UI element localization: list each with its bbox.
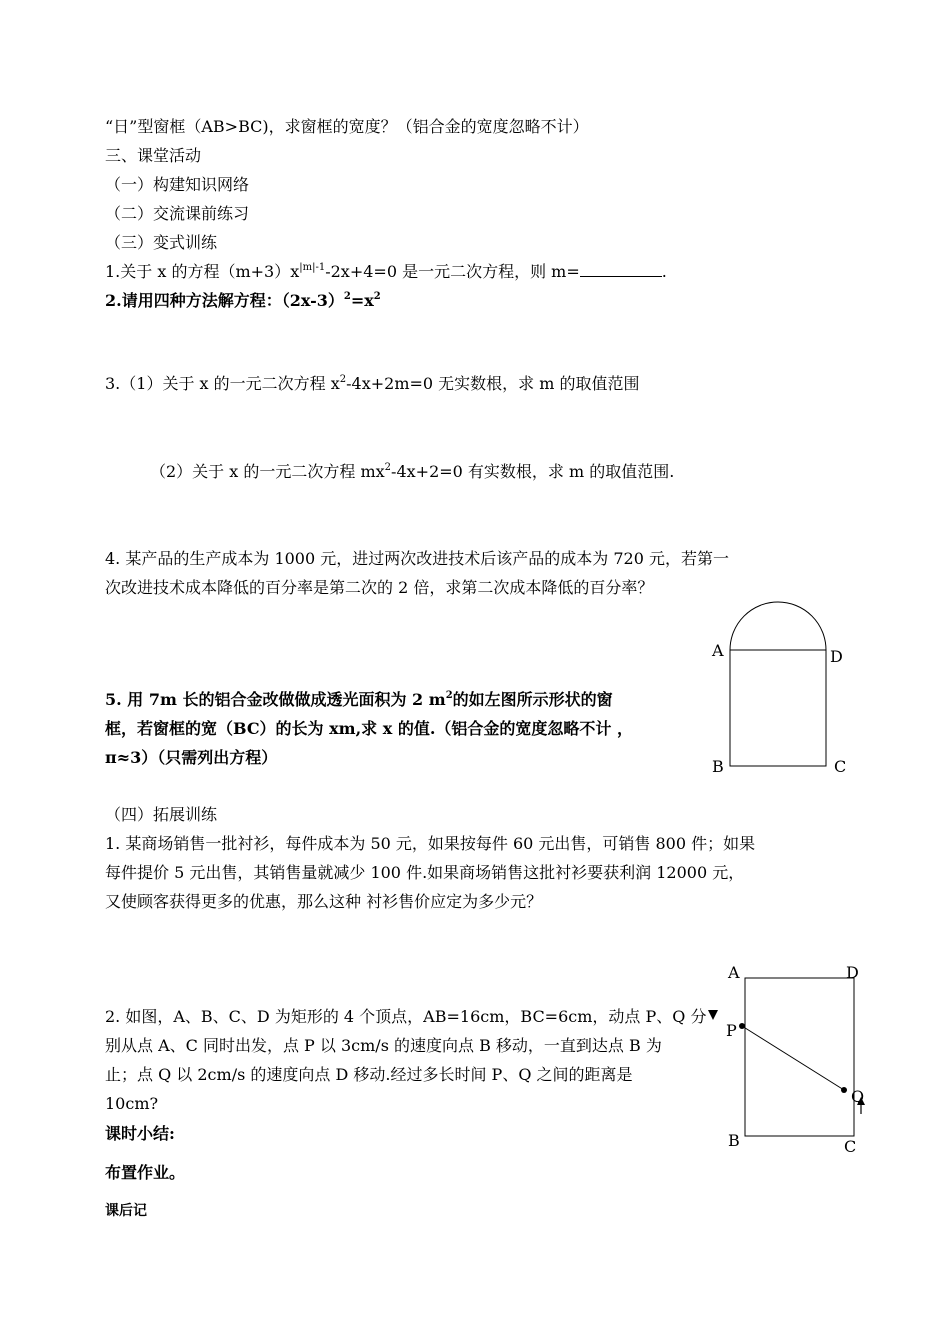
q1-answer-blank [580,262,662,277]
q1-exponent: |m|-1 [299,262,326,273]
subsection-4-heading: （四）拓展训练 [105,805,218,824]
q2-exponent-1: 2 [343,291,351,302]
arrow-down-icon [708,1010,718,1020]
question-1 [105,261,667,283]
section-3-heading: 三、课堂活动 [105,146,202,165]
q3a-exponent: 2 [339,374,347,385]
segment-pq [742,1026,844,1090]
question-2 [105,290,381,312]
label-c: C [834,757,847,776]
q2-exponent-2: 2 [373,291,381,302]
rectangle-points-figure [700,960,870,1160]
rectangle-abcd [745,978,854,1136]
question-3-part-1 [105,373,640,395]
q1-text-post: -2x+4=0 是一元二次方程，则 m= [325,262,580,281]
semicircle-top [730,602,826,650]
homework-heading: 布置作业。 [105,1163,186,1182]
q2-text-mid: =x [350,291,374,310]
question-4-line-2: 次改进技术成本降低的百分率是第二次的 2 倍，求第二次成本降低的百分率？ [105,578,654,597]
q3b-text-pre: （2）关于 x 的一元二次方程 mx [150,462,385,481]
q3a-text-pre: 3.（1）关于 x 的一元二次方程 x [105,374,340,393]
label-d: D [846,963,859,982]
extension-1-line-3: 又使顾客获得更多的优惠，那么这种 衬衫售价应定为多少元？ [105,892,543,911]
extension-2-line-4: 10cm? [105,1094,159,1113]
extension-2-line-2: 别从点 A、C 同时出发，点 P 以 3cm/s 的速度向点 B 移动，一直到达点 B 为 [105,1036,662,1055]
subsection-1-heading: （一）构建知识网络 [105,175,250,194]
lesson-summary-heading: 课时小结: [105,1124,175,1143]
q3a-text-post: -4x+2m=0 无实数根，求 m 的取值范围 [346,374,640,393]
rectangle-frame [730,650,826,766]
label-b: B [728,1131,740,1150]
label-a: A [712,641,724,660]
label-a: A [728,963,740,982]
window-frame-figure [700,592,860,782]
q1-text-end: . [661,262,667,281]
label-c: C [844,1137,857,1156]
extension-2-line-1: 2. 如图，A、B、C、D 为矩形的 4 个顶点，AB=16cm，BC=6cm，动点 P、Q 分 [105,1007,707,1026]
question-5-line-3: π≈3）（只需列出方程） [105,748,278,767]
label-p: P [726,1021,737,1040]
post-lesson-notes-heading: 课后记 [105,1203,147,1219]
extension-2-line-3: 止；点 Q 以 2cm/s 的速度向点 D 移动.经过多长时间 P、Q 之间的距离是 [105,1065,633,1084]
extension-1-line-2: 每件提价 5 元出售，其销售量就减少 100 件.如果商场销售这批衬衫要获利润 12000 元， [105,863,745,882]
intro-line: “日”型窗框（AB>BC)，求窗框的宽度？（铝合金的宽度忽略不计） [105,117,589,136]
q3b-text-post: -4x+2=0 有实数根，求 m 的取值范围. [391,462,675,481]
point-p [739,1023,745,1029]
extension-1-line-1: 1. 某商场销售一批衬衫，每件成本为 50 元，如果按每件 60 元出售，可销售 800 件；如果 [105,834,756,853]
subsection-2-heading: （二）交流课前练习 [105,204,250,223]
q2-text-pre: 2.请用四种方法解方程：（2x-3） [105,291,344,310]
label-q: Q [851,1087,865,1106]
q5-text-pre: 5. 用 7m 长的铝合金改做做成透光面积为 2 m [105,690,446,709]
q5-text-post: 的如左图所示形状的窗 [452,690,613,709]
q5-exponent: 2 [445,690,453,701]
question-4-line-1: 4. 某产品的生产成本为 1000 元，进过两次改进技术后该产品的成本为 720 元，若第一 [105,549,729,568]
q3b-exponent: 2 [384,462,392,473]
question-3-part-2 [150,461,674,483]
label-d: D [830,647,843,666]
label-b: B [712,757,724,776]
point-q [841,1087,847,1093]
subsection-3-heading: （三）变式训练 [105,233,218,252]
q1-text-pre: 1.关于 x 的方程（m+3）x [105,262,300,281]
question-5-line-2: 框，若窗框的宽（BC）的长为 xm,求 x 的值.（铝合金的宽度忽略不计 ， [105,719,633,738]
question-5-line-1 [105,689,613,711]
